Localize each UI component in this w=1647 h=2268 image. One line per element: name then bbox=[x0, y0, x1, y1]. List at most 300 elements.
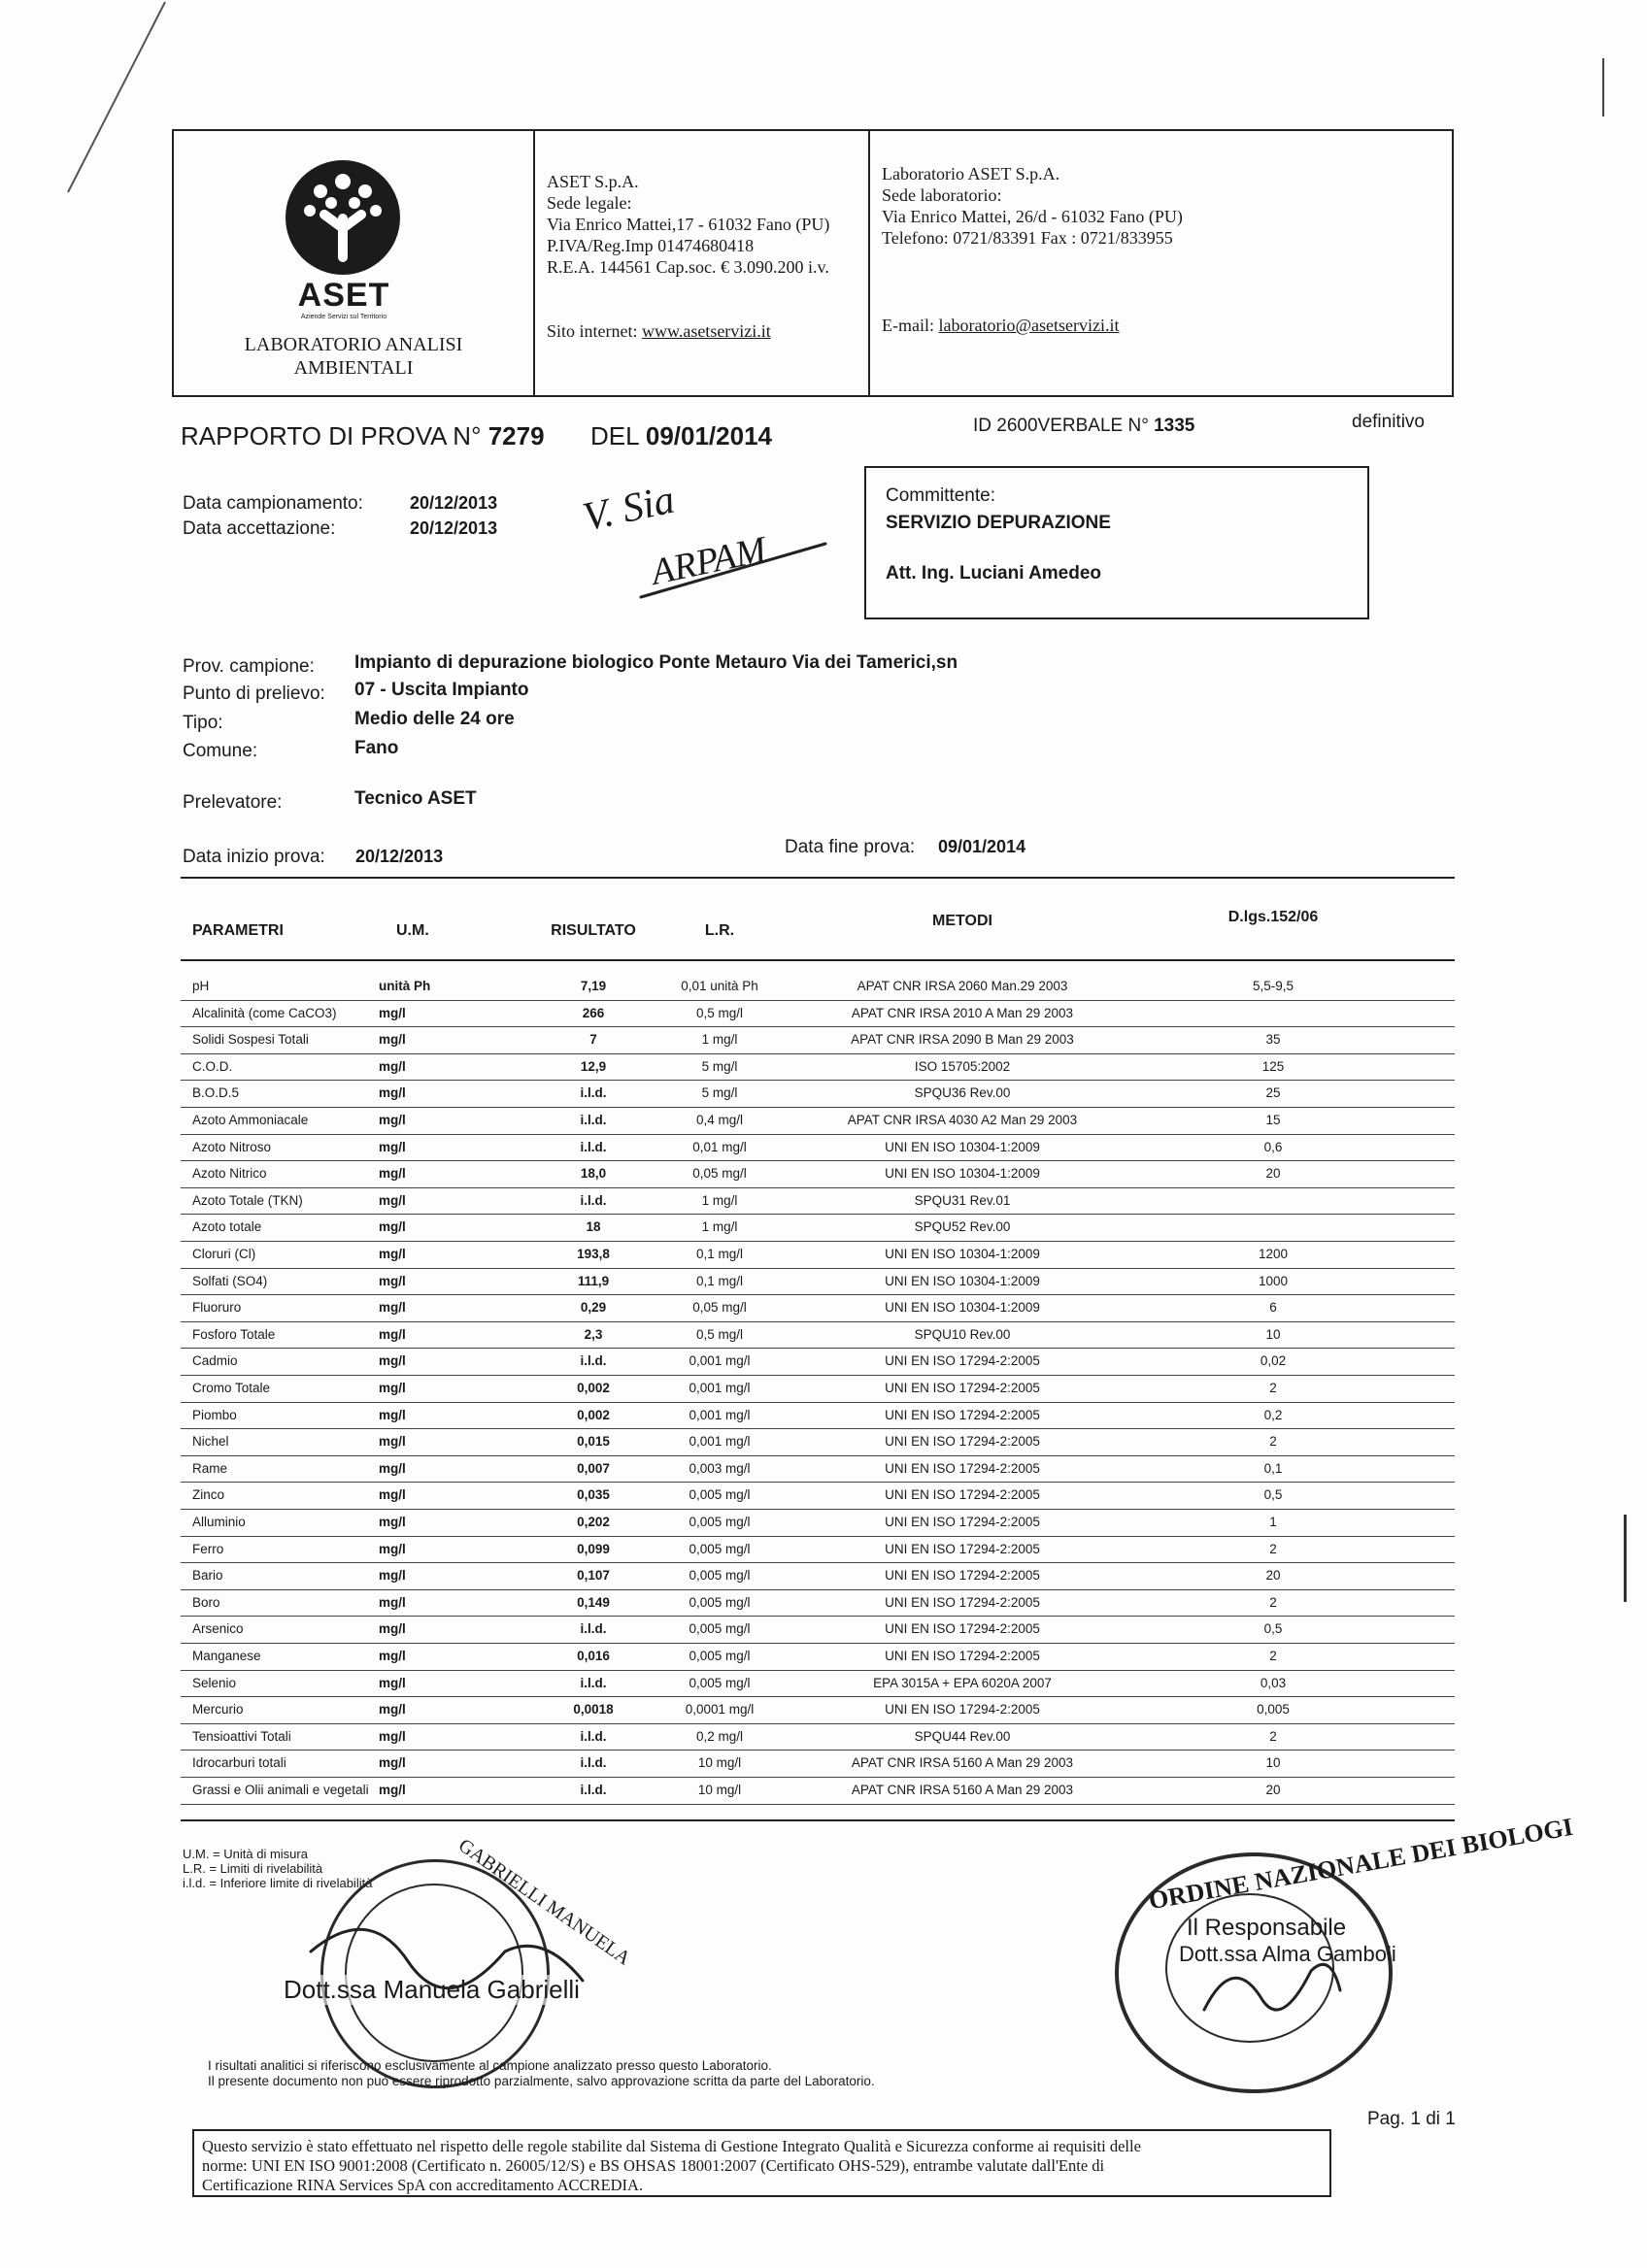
table-row bbox=[181, 1430, 1455, 1456]
committente-att: Att. Ing. Luciani Amedeo bbox=[886, 563, 1102, 584]
cell-result: 7,19 bbox=[580, 979, 607, 993]
cell-param: Cadmio bbox=[192, 1353, 238, 1369]
cell-result: 266 bbox=[582, 1005, 605, 1020]
table-row bbox=[181, 1296, 1455, 1322]
start-label: Data inizio prova: bbox=[183, 847, 325, 867]
table-row bbox=[181, 1672, 1455, 1698]
cell-param: Bario bbox=[192, 1568, 223, 1584]
cell-result: 0,202 bbox=[577, 1515, 610, 1529]
cell-unit: mg/l bbox=[379, 1273, 406, 1288]
table-row-rule bbox=[181, 1696, 1455, 1697]
id-text: ID 2600VERBALE N° bbox=[973, 416, 1149, 436]
cell-limit: 0,1 mg/l bbox=[695, 1247, 744, 1261]
report-status: definitivo bbox=[1352, 412, 1425, 432]
acceptance-label: Data accettazione: bbox=[183, 518, 336, 539]
cell-limit: 0,01 unità Ph bbox=[681, 979, 758, 993]
table-row-rule bbox=[181, 1616, 1455, 1617]
table-row bbox=[181, 1511, 1455, 1537]
table-row bbox=[181, 1618, 1455, 1644]
del-label: DEL bbox=[590, 421, 639, 450]
cell-param: C.O.D. bbox=[192, 1058, 233, 1074]
sampling-label: Data campionamento: bbox=[183, 493, 363, 514]
table-row-rule bbox=[181, 1187, 1455, 1188]
cell-param: pH bbox=[192, 979, 210, 993]
cell-limit: 1 mg/l bbox=[701, 1032, 738, 1048]
cell-unit: mg/l bbox=[379, 1621, 406, 1637]
cert-line-2: norme: UNI EN ISO 9001:2008 (Certificato n. 26005/12/S) e BS OHSAS 18001:2007 (Certificato OHS-529), entrambe valutate dall'Ente di bbox=[202, 2156, 1105, 2175]
cell-limit: 0,0001 mg/l bbox=[685, 1702, 755, 1718]
cell-dlgs: 1 bbox=[1269, 1515, 1277, 1529]
cell-param: Ferro bbox=[192, 1541, 224, 1556]
cell-unit: mg/l bbox=[379, 1166, 406, 1182]
table-row bbox=[181, 1779, 1455, 1805]
prov-label: Prov. campione: bbox=[183, 656, 315, 677]
table-row-rule bbox=[181, 1804, 1455, 1805]
table-bottom-rule bbox=[181, 1819, 1455, 1821]
table-row bbox=[181, 1538, 1455, 1564]
cell-method: UNI EN ISO 17294-2:2005 bbox=[885, 1434, 1040, 1450]
cell-param: Mercurio bbox=[192, 1702, 244, 1718]
table-row bbox=[181, 1055, 1455, 1082]
cell-result: i.l.d. bbox=[580, 1728, 607, 1744]
table-row bbox=[181, 1216, 1455, 1242]
start-date: 20/12/2013 bbox=[355, 847, 444, 866]
cell-method: UNI EN ISO 17294-2:2005 bbox=[885, 1568, 1040, 1584]
cell-unit: mg/l bbox=[379, 1675, 406, 1690]
cell-result: 0,015 bbox=[577, 1434, 610, 1450]
end-date: 09/01/2014 bbox=[938, 837, 1026, 856]
cell-unit: mg/l bbox=[379, 1541, 406, 1556]
table-row-rule bbox=[181, 1107, 1455, 1108]
cell-unit: mg/l bbox=[379, 1058, 406, 1074]
legal-address: Via Enrico Mattei,17 - 61032 Fano (PU) bbox=[547, 215, 830, 234]
cell-param: Solfati (SO4) bbox=[192, 1273, 268, 1288]
cell-param: Azoto Ammoniacale bbox=[192, 1113, 309, 1127]
cell-limit: 5 mg/l bbox=[701, 1085, 738, 1101]
cell-unit: mg/l bbox=[379, 1460, 406, 1476]
table-row-rule bbox=[181, 1455, 1455, 1456]
cell-method: UNI EN ISO 17294-2:2005 bbox=[885, 1702, 1040, 1718]
responsabile-title: Il Responsabile bbox=[1187, 1915, 1347, 1941]
table-row bbox=[181, 1404, 1455, 1430]
cell-unit: mg/l bbox=[379, 1649, 406, 1663]
table-row bbox=[181, 1484, 1455, 1510]
email-link[interactable]: laboratorio@asetservizi.it bbox=[938, 316, 1120, 335]
table-row bbox=[181, 1698, 1455, 1724]
company-name: ASET S.p.A. bbox=[547, 172, 639, 191]
cell-result: 0,007 bbox=[577, 1460, 610, 1476]
cell-method: APAT CNR IRSA 4030 A2 Man 29 2003 bbox=[847, 1113, 1078, 1127]
table-row bbox=[181, 1109, 1455, 1135]
cell-method: UNI EN ISO 17294-2:2005 bbox=[885, 1649, 1040, 1663]
cell-param: Solidi Sospesi Totali bbox=[192, 1032, 309, 1048]
cell-result: 0,002 bbox=[577, 1407, 610, 1422]
cell-dlgs: 20 bbox=[1265, 1783, 1281, 1797]
cell-limit: 0,005 mg/l bbox=[689, 1515, 751, 1529]
table-row-rule bbox=[181, 1026, 1455, 1027]
header-risultato: RISULTATO bbox=[551, 922, 636, 939]
lab-site-label: Sede laboratorio: bbox=[882, 185, 1002, 205]
committente-box bbox=[864, 466, 1369, 619]
cell-dlgs: 35 bbox=[1265, 1032, 1281, 1048]
cell-unit: mg/l bbox=[379, 1783, 406, 1797]
cell-param: Azoto Totale (TKN) bbox=[192, 1192, 303, 1208]
cell-result: 0,035 bbox=[577, 1487, 610, 1503]
cell-param: Rame bbox=[192, 1460, 228, 1476]
cell-method: UNI EN ISO 17294-2:2005 bbox=[885, 1487, 1040, 1503]
cell-method: UNI EN ISO 17294-2:2005 bbox=[885, 1594, 1040, 1610]
table-row bbox=[181, 1457, 1455, 1484]
cell-result: i.l.d. bbox=[580, 1353, 607, 1369]
logo-cell bbox=[174, 131, 535, 395]
cell-dlgs: 6 bbox=[1269, 1300, 1277, 1316]
cell-limit: 0,005 mg/l bbox=[689, 1541, 751, 1556]
committente-label: Committente: bbox=[886, 485, 995, 506]
cell-dlgs: 2 bbox=[1269, 1434, 1277, 1450]
cell-unit: mg/l bbox=[379, 1381, 406, 1395]
handwritten-note-1: V. Sia bbox=[579, 477, 679, 541]
cell-dlgs: 0,02 bbox=[1260, 1353, 1287, 1369]
cell-unit: mg/l bbox=[379, 1300, 406, 1316]
lab-phone: Telefono: 0721/83391 Fax : 0721/833955 bbox=[882, 228, 1173, 248]
aset-logo-icon bbox=[286, 160, 400, 275]
email-label: E-mail: bbox=[882, 316, 934, 335]
table-row-rule bbox=[181, 1509, 1455, 1510]
prov-value: Impianto di depurazione biologico Ponte Metauro Via dei Tamerici,sn bbox=[354, 652, 958, 673]
cell-method: SPQU44 Rev.00 bbox=[914, 1728, 1011, 1744]
cell-param: Zinco bbox=[192, 1487, 225, 1503]
cell-method: SPQU10 Rev.00 bbox=[914, 1326, 1011, 1342]
cell-limit: 0,5 mg/l bbox=[695, 1326, 744, 1342]
cell-param: Cromo Totale bbox=[192, 1381, 271, 1395]
cell-method: UNI EN ISO 17294-2:2005 bbox=[885, 1541, 1040, 1556]
cell-dlgs: 0,5 bbox=[1263, 1621, 1283, 1637]
cell-limit: 0,005 mg/l bbox=[689, 1621, 751, 1637]
table-row bbox=[181, 1243, 1455, 1269]
cell-result: 18,0 bbox=[580, 1166, 607, 1182]
lab-company: Laboratorio ASET S.p.A. bbox=[882, 164, 1060, 183]
cell-unit: mg/l bbox=[379, 1702, 406, 1718]
lab-name: LABORATORIO ANALISI AMBIENTALI bbox=[244, 334, 463, 379]
scan-mark bbox=[1602, 58, 1604, 117]
punto-value: 07 - Uscita Impianto bbox=[354, 680, 529, 700]
table-row-rule bbox=[181, 1348, 1455, 1349]
cell-unit: mg/l bbox=[379, 1594, 406, 1610]
cell-limit: 10 mg/l bbox=[697, 1755, 742, 1771]
cell-dlgs: 2 bbox=[1269, 1541, 1277, 1556]
cell-result: i.l.d. bbox=[580, 1139, 607, 1154]
cell-method: UNI EN ISO 17294-2:2005 bbox=[885, 1460, 1040, 1476]
table-row-rule bbox=[181, 1428, 1455, 1429]
table-row-rule bbox=[181, 1080, 1455, 1081]
cell-param: Alcalinità (come CaCO3) bbox=[192, 1005, 337, 1020]
table-row bbox=[181, 1323, 1455, 1350]
cell-unit: mg/l bbox=[379, 1005, 406, 1020]
cell-result: i.l.d. bbox=[580, 1783, 607, 1797]
cell-method: UNI EN ISO 17294-2:2005 bbox=[885, 1381, 1040, 1395]
cell-param: Idrocarburi totali bbox=[192, 1755, 286, 1771]
table-row-rule bbox=[181, 1375, 1455, 1376]
cell-method: ISO 15705:2002 bbox=[914, 1058, 1011, 1074]
cell-method: UNI EN ISO 17294-2:2005 bbox=[885, 1621, 1040, 1637]
company-info bbox=[533, 131, 870, 395]
cell-method: UNI EN ISO 10304-1:2009 bbox=[885, 1247, 1040, 1261]
logo-tagline: Aziende Servizi sul Territorio bbox=[300, 314, 387, 320]
report-date-line bbox=[590, 421, 772, 451]
table-row bbox=[181, 1189, 1455, 1216]
table-row-rule bbox=[181, 1241, 1455, 1242]
website-link[interactable]: www.asetservizi.it bbox=[642, 321, 771, 341]
table-row bbox=[181, 1136, 1455, 1162]
table-row-rule bbox=[181, 1643, 1455, 1644]
cell-method: APAT CNR IRSA 2010 A Man 29 2003 bbox=[851, 1005, 1074, 1020]
table-top-rule bbox=[181, 877, 1455, 879]
table-row-rule bbox=[181, 1750, 1455, 1751]
header-parametri: PARAMETRI bbox=[192, 922, 284, 939]
table-row bbox=[181, 1028, 1455, 1054]
cell-unit: mg/l bbox=[379, 1247, 406, 1261]
cell-result: 7 bbox=[589, 1032, 597, 1048]
cell-param: Nichel bbox=[192, 1434, 229, 1450]
cell-limit: 1 mg/l bbox=[701, 1192, 738, 1208]
cell-limit: 0,5 mg/l bbox=[695, 1005, 744, 1020]
cell-dlgs: 0,5 bbox=[1263, 1487, 1283, 1503]
right-signature bbox=[1194, 1932, 1350, 2039]
cell-result: 111,9 bbox=[577, 1273, 610, 1288]
cell-unit: unità Ph bbox=[379, 979, 431, 993]
website-label: Sito internet: bbox=[547, 321, 638, 341]
table-row bbox=[181, 1591, 1455, 1618]
cell-method: SPQU52 Rev.00 bbox=[914, 1219, 1011, 1235]
cell-result: 0,29 bbox=[580, 1300, 607, 1316]
table-row bbox=[181, 1002, 1455, 1028]
header-lr: L.R. bbox=[704, 922, 735, 939]
cell-param: Grassi e Olii animali e vegetali bbox=[192, 1783, 369, 1797]
cell-dlgs: 0,005 bbox=[1257, 1702, 1290, 1718]
cell-limit: 0,001 mg/l bbox=[689, 1353, 751, 1369]
committente-name: SERVIZIO DEPURAZIONE bbox=[886, 513, 1111, 533]
lab-address: Via Enrico Mattei, 26/d - 61032 Fano (PU) bbox=[882, 207, 1183, 226]
header-metodi: METODI bbox=[932, 913, 992, 929]
cell-unit: mg/l bbox=[379, 1515, 406, 1529]
cell-method: UNI EN ISO 10304-1:2009 bbox=[885, 1300, 1040, 1316]
cell-param: Manganese bbox=[192, 1649, 261, 1663]
table-row bbox=[181, 975, 1455, 1001]
table-row bbox=[181, 1564, 1455, 1590]
table-row-rule bbox=[181, 1536, 1455, 1537]
cell-param: Arsenico bbox=[192, 1621, 244, 1637]
end-label: Data fine prova: bbox=[785, 837, 916, 857]
left-signer-name: Dott.ssa Manuela Gabrielli bbox=[284, 1975, 580, 2004]
header-um: U.M. bbox=[396, 922, 429, 939]
cell-unit: mg/l bbox=[379, 1407, 406, 1422]
cell-method: UNI EN ISO 17294-2:2005 bbox=[885, 1407, 1040, 1422]
scan-mark bbox=[1624, 1515, 1627, 1602]
verbale-line bbox=[973, 416, 1194, 437]
cell-unit: mg/l bbox=[379, 1353, 406, 1369]
laboratory-info bbox=[868, 131, 1452, 395]
cell-result: 18 bbox=[586, 1219, 601, 1235]
table-row bbox=[181, 1645, 1455, 1671]
piva: P.IVA/Reg.Imp 01474680418 bbox=[547, 236, 755, 255]
responsabile-name: Dott.ssa Alma Gamboli bbox=[1179, 1942, 1396, 1966]
cell-method: APAT CNR IRSA 5160 A Man 29 2003 bbox=[851, 1783, 1074, 1797]
cell-result: 0,149 bbox=[577, 1594, 610, 1610]
cell-unit: mg/l bbox=[379, 1326, 406, 1342]
cell-method: EPA 3015A + EPA 6020A 2007 bbox=[873, 1675, 1052, 1690]
table-row-rule bbox=[181, 1321, 1455, 1322]
cell-unit: mg/l bbox=[379, 1434, 406, 1450]
prelevatore-value: Tecnico ASET bbox=[354, 788, 477, 809]
cell-dlgs: 0,1 bbox=[1263, 1460, 1283, 1476]
cell-dlgs: 0,6 bbox=[1263, 1139, 1283, 1154]
rea: R.E.A. 144561 Cap.soc. € 3.090.200 i.v. bbox=[547, 257, 829, 277]
cell-dlgs: 2 bbox=[1269, 1594, 1277, 1610]
table-header-row bbox=[181, 909, 1455, 945]
cell-result: 0,016 bbox=[577, 1649, 610, 1663]
cell-result: 193,8 bbox=[577, 1247, 610, 1261]
sampling-date: 20/12/2013 bbox=[410, 493, 498, 513]
cell-limit: 0,005 mg/l bbox=[689, 1568, 751, 1584]
right-stamp-text: ORDINE NAZIONALE DEI BIOLOGI bbox=[1146, 1812, 1575, 1916]
cell-unit: mg/l bbox=[379, 1032, 406, 1048]
comune-label: Comune: bbox=[183, 741, 258, 761]
cell-result: 0,002 bbox=[577, 1381, 610, 1395]
cell-dlgs: 2 bbox=[1269, 1381, 1277, 1395]
cell-limit: 0,001 mg/l bbox=[689, 1407, 751, 1422]
cell-result: i.l.d. bbox=[580, 1675, 607, 1690]
cell-unit: mg/l bbox=[379, 1085, 406, 1101]
page-number: Pag. 1 di 1 bbox=[1367, 2109, 1456, 2129]
table-row-rule bbox=[181, 1562, 1455, 1563]
cell-param: Azoto Nitrico bbox=[192, 1166, 267, 1182]
note-line-2: Il presente documento non può essere riprodotto parzialmente, salvo approvazione scritta da parte del Laboratorio. bbox=[208, 2074, 875, 2088]
cell-limit: 0,005 mg/l bbox=[689, 1594, 751, 1610]
table-row-rule bbox=[181, 1723, 1455, 1724]
cell-param: Boro bbox=[192, 1594, 220, 1610]
table-row bbox=[181, 1162, 1455, 1188]
logo-word: ASET bbox=[297, 277, 390, 314]
certification-box bbox=[192, 2129, 1331, 2197]
cell-dlgs: 1200 bbox=[1258, 1247, 1289, 1261]
cell-result: i.l.d. bbox=[580, 1755, 607, 1771]
cell-method: APAT CNR IRSA 2090 B Man 29 2003 bbox=[851, 1032, 1074, 1048]
cell-method: SPQU36 Rev.00 bbox=[914, 1085, 1011, 1101]
report-header bbox=[172, 129, 1454, 397]
prelevatore-label: Prelevatore: bbox=[183, 792, 283, 813]
report-date: 09/01/2014 bbox=[645, 421, 772, 450]
legend-lr: L.R. = Limiti di rivelabilità bbox=[183, 1861, 323, 1876]
table-row-rule bbox=[181, 1294, 1455, 1295]
cell-dlgs: 20 bbox=[1265, 1166, 1281, 1182]
table-row bbox=[181, 1350, 1455, 1376]
cell-method: APAT CNR IRSA 2060 Man.29 2003 bbox=[857, 979, 1068, 993]
cell-method: UNI EN ISO 17294-2:2005 bbox=[885, 1353, 1040, 1369]
cell-limit: 0,001 mg/l bbox=[689, 1434, 751, 1450]
cell-unit: mg/l bbox=[379, 1219, 406, 1235]
cell-dlgs: 5,5-9,5 bbox=[1252, 979, 1294, 993]
tipo-value: Medio delle 24 ore bbox=[354, 709, 515, 729]
report-title bbox=[181, 421, 545, 451]
table-row-rule bbox=[181, 1670, 1455, 1671]
table-row bbox=[181, 1082, 1455, 1108]
cert-line-3: Certificazione RINA Services SpA con accreditamento ACCREDIA. bbox=[202, 2176, 644, 2194]
punto-label: Punto di prelievo: bbox=[183, 684, 325, 704]
table-row bbox=[181, 1751, 1455, 1778]
table-row-rule bbox=[181, 1482, 1455, 1483]
cell-dlgs: 2 bbox=[1269, 1728, 1277, 1744]
cell-unit: mg/l bbox=[379, 1728, 406, 1744]
table-row bbox=[181, 1377, 1455, 1403]
cell-result: 0,099 bbox=[577, 1541, 610, 1556]
cell-result: i.l.d. bbox=[580, 1621, 607, 1637]
cell-unit: mg/l bbox=[379, 1113, 406, 1127]
cell-param: Fluoruro bbox=[192, 1300, 242, 1316]
cell-dlgs: 0,03 bbox=[1260, 1675, 1287, 1690]
table-row-rule bbox=[181, 1134, 1455, 1135]
cell-result: 0,0018 bbox=[573, 1702, 614, 1718]
cell-result: i.l.d. bbox=[580, 1085, 607, 1101]
cell-limit: 0,003 mg/l bbox=[689, 1460, 751, 1476]
table-row-rule bbox=[181, 1214, 1455, 1215]
cell-unit: mg/l bbox=[379, 1568, 406, 1584]
cell-limit: 0,05 mg/l bbox=[692, 1300, 747, 1316]
cell-method: SPQU31 Rev.01 bbox=[914, 1192, 1011, 1208]
cell-dlgs: 25 bbox=[1265, 1085, 1281, 1101]
table-row bbox=[181, 1725, 1455, 1751]
cell-limit: 0,2 mg/l bbox=[695, 1728, 744, 1744]
cell-limit: 0,4 mg/l bbox=[695, 1113, 744, 1127]
cell-method: UNI EN ISO 10304-1:2009 bbox=[885, 1139, 1040, 1154]
cell-param: Selenio bbox=[192, 1675, 237, 1690]
verbale-number: 1335 bbox=[1154, 416, 1195, 436]
cell-method: UNI EN ISO 17294-2:2005 bbox=[885, 1515, 1040, 1529]
cell-dlgs: 10 bbox=[1265, 1755, 1281, 1771]
cell-dlgs: 20 bbox=[1265, 1568, 1281, 1584]
cell-limit: 0,001 mg/l bbox=[689, 1381, 751, 1395]
cell-param: Tensioattivi Totali bbox=[192, 1728, 291, 1744]
cell-unit: mg/l bbox=[379, 1139, 406, 1154]
table-row-rule bbox=[181, 1053, 1455, 1054]
handwritten-note-2: ARPAM bbox=[647, 529, 770, 593]
cell-result: 0,107 bbox=[577, 1568, 610, 1584]
table-row-rule bbox=[181, 1268, 1455, 1269]
table-row bbox=[181, 1270, 1455, 1296]
acceptance-date: 20/12/2013 bbox=[410, 518, 498, 538]
cell-unit: mg/l bbox=[379, 1755, 406, 1771]
left-stamp-text: GABRIELLI MANUELA bbox=[454, 1834, 635, 1970]
legend-ild: i.l.d. = Inferiore limite di rivelabilità bbox=[183, 1876, 373, 1890]
cell-limit: 10 mg/l bbox=[697, 1783, 742, 1797]
cell-result: i.l.d. bbox=[580, 1192, 607, 1208]
cell-limit: 0,005 mg/l bbox=[689, 1649, 751, 1663]
cell-result: 2,3 bbox=[584, 1326, 603, 1342]
cell-dlgs: 0,2 bbox=[1263, 1407, 1283, 1422]
table-row-rule bbox=[181, 1160, 1455, 1161]
cell-limit: 0,05 mg/l bbox=[692, 1166, 747, 1182]
cell-param: Fosforo Totale bbox=[192, 1326, 276, 1342]
cell-dlgs: 1000 bbox=[1258, 1273, 1289, 1288]
cell-unit: mg/l bbox=[379, 1192, 406, 1208]
legal-label: Sede legale: bbox=[547, 193, 632, 213]
table-row-rule bbox=[181, 1589, 1455, 1590]
comune-value: Fano bbox=[354, 738, 399, 758]
cell-limit: 5 mg/l bbox=[701, 1058, 738, 1074]
cell-method: UNI EN ISO 10304-1:2009 bbox=[885, 1166, 1040, 1182]
report-title-prefix: RAPPORTO DI PROVA N° bbox=[181, 421, 482, 450]
cell-method: APAT CNR IRSA 5160 A Man 29 2003 bbox=[851, 1755, 1074, 1771]
tipo-label: Tipo: bbox=[183, 713, 223, 733]
